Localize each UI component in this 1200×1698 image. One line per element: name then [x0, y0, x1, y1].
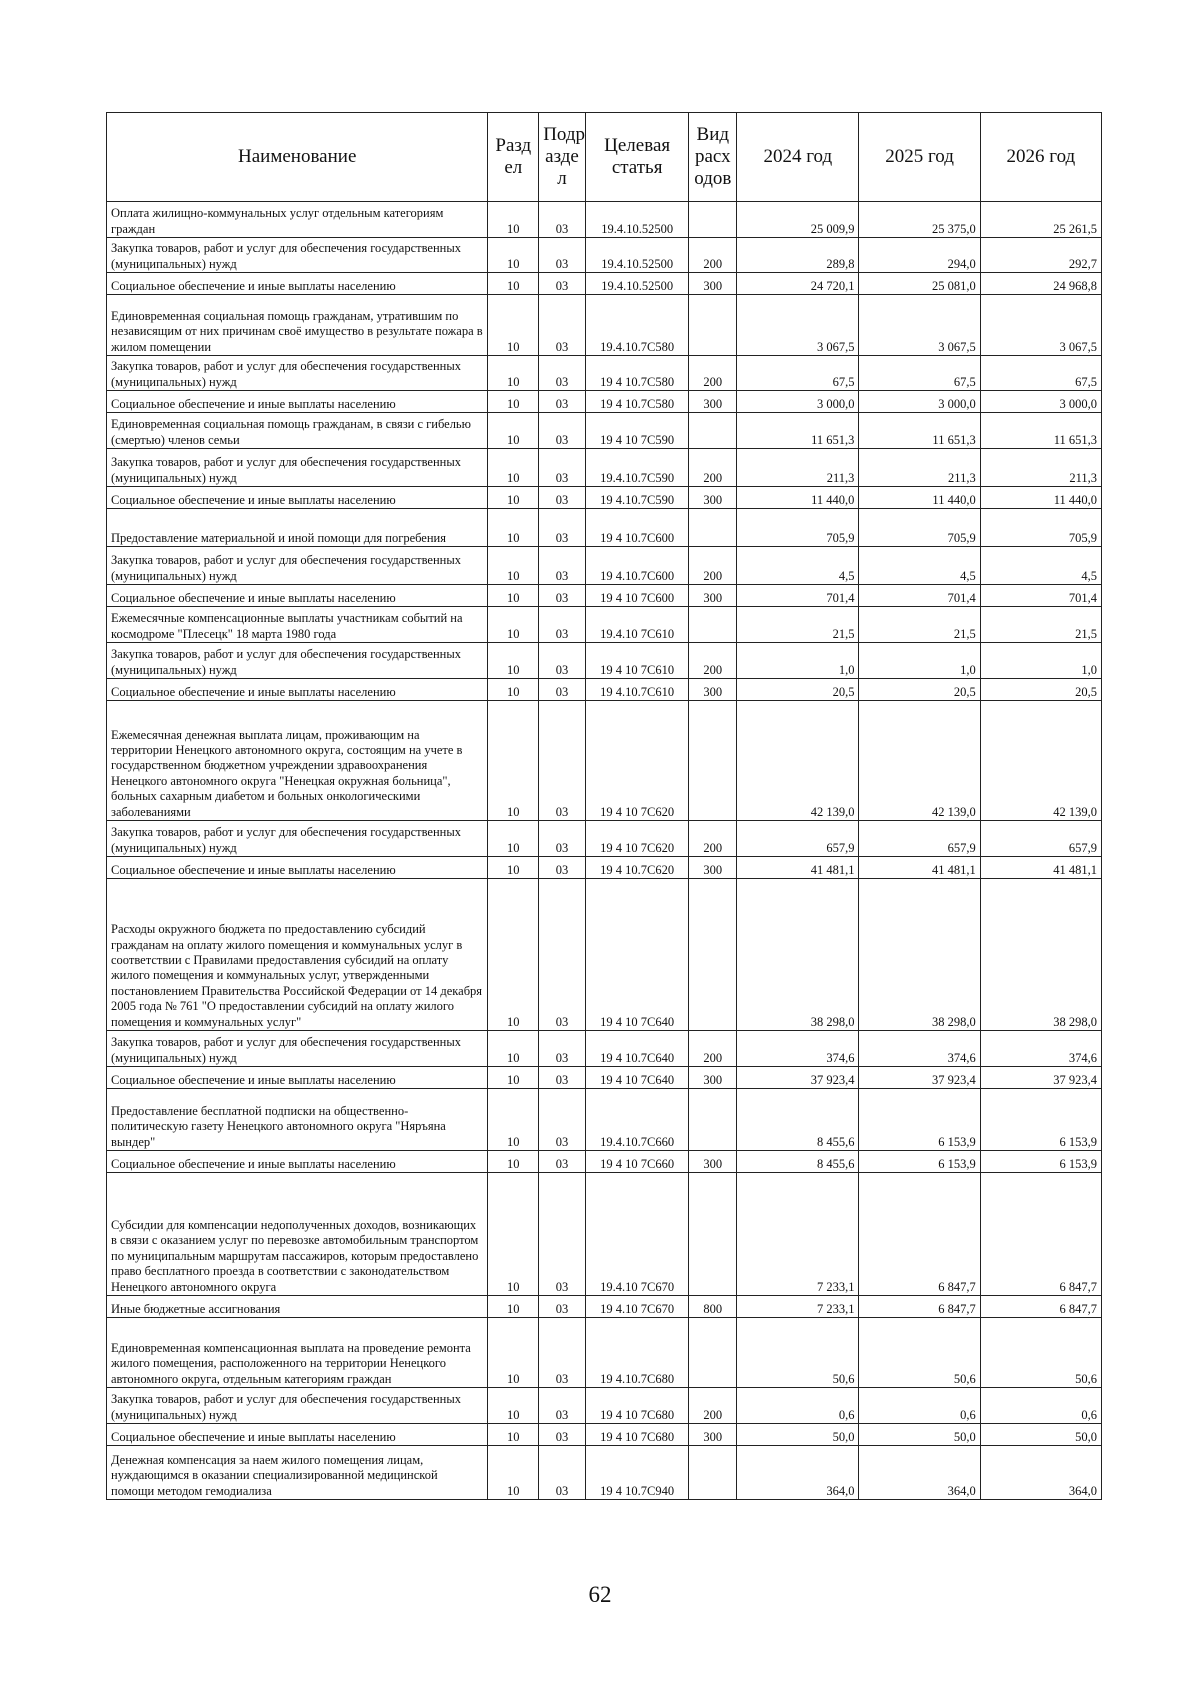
table-cell-vid — [689, 295, 737, 356]
table-row — [107, 1296, 1102, 1318]
table-cell-razdel: 10 — [488, 295, 539, 356]
table-cell-2024: 705,9 — [737, 509, 859, 547]
table-cell-2026: 50,0 — [980, 1424, 1101, 1446]
table-cell-razdel: 10 — [488, 879, 539, 1031]
table-cell-2024: 11 651,3 — [737, 413, 859, 449]
table-cell-name: Социальное обеспечение и иные выплаты населению — [107, 679, 488, 701]
table-cell-2024: 7 233,1 — [737, 1173, 859, 1296]
table-cell-podrazdel: 03 — [539, 202, 586, 238]
table-cell-2024: 41 481,1 — [737, 857, 859, 879]
table-cell-2025: 6 153,9 — [859, 1089, 980, 1151]
table-cell-vid: 300 — [689, 273, 737, 295]
header-target: Целевая статья — [585, 113, 689, 202]
table-cell-podrazdel: 03 — [539, 1318, 586, 1388]
table-cell-name: Закупка товаров, работ и услуг для обеспечения государственных (муниципальных) нужд — [107, 1388, 488, 1424]
table-cell-vid — [689, 1089, 737, 1151]
table-cell-razdel: 10 — [488, 1173, 539, 1296]
table-cell-target: 19.4.10 7С610 — [585, 607, 689, 643]
table-cell-2026: 6 153,9 — [980, 1089, 1101, 1151]
table-row — [107, 449, 1102, 487]
table-cell-target: 19.4.10.52500 — [585, 238, 689, 273]
table-cell-2024: 364,0 — [737, 1446, 859, 1500]
table-cell-vid: 300 — [689, 1424, 737, 1446]
table-cell-target: 19 4 10.7С940 — [585, 1446, 689, 1500]
table-cell-razdel: 10 — [488, 585, 539, 607]
table-cell-name: Социальное обеспечение и иные выплаты населению — [107, 391, 488, 413]
table-cell-podrazdel: 03 — [539, 1296, 586, 1318]
table-cell-2024: 4,5 — [737, 547, 859, 585]
table-cell-podrazdel: 03 — [539, 273, 586, 295]
table-cell-2024: 38 298,0 — [737, 879, 859, 1031]
table-cell-podrazdel: 03 — [539, 1424, 586, 1446]
table-cell-name: Единовременная компенсационная выплата на проведение ремонта жилого помещения, расположенного на территории Ненецкого автономного округа, отдельным категориям граждан — [107, 1318, 488, 1388]
table-cell-2025: 6 847,7 — [859, 1296, 980, 1318]
table-cell-razdel: 10 — [488, 1031, 539, 1067]
table-cell-2026: 24 968,8 — [980, 273, 1101, 295]
header-2024: 2024 год — [737, 113, 859, 202]
table-row — [107, 607, 1102, 643]
table-cell-razdel: 10 — [488, 643, 539, 679]
table-cell-podrazdel: 03 — [539, 679, 586, 701]
table-row — [107, 547, 1102, 585]
table-row — [107, 857, 1102, 879]
table-cell-2025: 364,0 — [859, 1446, 980, 1500]
table-cell-vid: 200 — [689, 356, 737, 391]
table-cell-2024: 374,6 — [737, 1031, 859, 1067]
table-cell-2026: 0,6 — [980, 1388, 1101, 1424]
table-cell-2025: 50,6 — [859, 1318, 980, 1388]
table-cell-razdel: 10 — [488, 487, 539, 509]
table-cell-target: 19.4.10.7С580 — [585, 295, 689, 356]
table-cell-vid: 200 — [689, 1031, 737, 1067]
table-row — [107, 1067, 1102, 1089]
page-number: 62 — [588, 1582, 612, 1607]
table-cell-2025: 374,6 — [859, 1031, 980, 1067]
table-cell-2024: 289,8 — [737, 238, 859, 273]
table-cell-name: Социальное обеспечение и иные выплаты населению — [107, 857, 488, 879]
table-cell-razdel: 10 — [488, 1388, 539, 1424]
table-cell-target: 19 4.10.7С600 — [585, 547, 689, 585]
table-cell-2025: 41 481,1 — [859, 857, 980, 879]
table-cell-vid: 200 — [689, 238, 737, 273]
table-cell-target: 19 4 10.7С640 — [585, 1031, 689, 1067]
table-cell-2026: 374,6 — [980, 1031, 1101, 1067]
table-cell-podrazdel: 03 — [539, 821, 586, 857]
table-cell-target: 19 4 10 7С620 — [585, 821, 689, 857]
table-cell-razdel: 10 — [488, 701, 539, 821]
table-cell-2026: 25 261,5 — [980, 202, 1101, 238]
table-cell-vid — [689, 879, 737, 1031]
table-cell-razdel: 10 — [488, 356, 539, 391]
table-cell-razdel: 10 — [488, 1296, 539, 1318]
table-cell-2026: 50,6 — [980, 1318, 1101, 1388]
table-cell-podrazdel: 03 — [539, 487, 586, 509]
table-cell-2025: 3 067,5 — [859, 295, 980, 356]
table-cell-vid: 300 — [689, 585, 737, 607]
table-cell-2024: 1,0 — [737, 643, 859, 679]
table-cell-target: 19 4 10.7С580 — [585, 391, 689, 413]
table-cell-name: Социальное обеспечение и иные выплаты населению — [107, 585, 488, 607]
table-cell-podrazdel: 03 — [539, 1151, 586, 1173]
table-cell-2026: 11 440,0 — [980, 487, 1101, 509]
table-row — [107, 413, 1102, 449]
table-row — [107, 1388, 1102, 1424]
table-cell-2024: 50,0 — [737, 1424, 859, 1446]
table-cell-vid: 300 — [689, 1067, 737, 1089]
table-cell-target: 19.4.10 7С670 — [585, 1173, 689, 1296]
table-row — [107, 356, 1102, 391]
table-cell-target: 19 4 10 7С590 — [585, 413, 689, 449]
table-cell-2026: 6 847,7 — [980, 1173, 1101, 1296]
table-row — [107, 238, 1102, 273]
table-cell-razdel: 10 — [488, 1067, 539, 1089]
table-row — [107, 679, 1102, 701]
table-cell-name: Закупка товаров, работ и услуг для обеспечения государственных (муниципальных) нужд — [107, 449, 488, 487]
table-cell-2025: 67,5 — [859, 356, 980, 391]
table-cell-2024: 0,6 — [737, 1388, 859, 1424]
table-cell-name: Ежемесячная денежная выплата лицам, проживающим на территории Ненецкого автономного округа, состоящим на учете в государственном бюджетном учреждении здравоохранения Ненецкого автономного округа "Ненецкая окружная больница", больных сахарным диабетом и больных онкологическими заболеваниями — [107, 701, 488, 821]
table-cell-2024: 37 923,4 — [737, 1067, 859, 1089]
table-cell-2025: 20,5 — [859, 679, 980, 701]
header-podrazdel: Подр азде л — [539, 113, 586, 202]
table-cell-target: 19 4 10 7С610 — [585, 643, 689, 679]
table-cell-2025: 37 923,4 — [859, 1067, 980, 1089]
table-cell-razdel: 10 — [488, 1318, 539, 1388]
table-cell-2024: 8 455,6 — [737, 1151, 859, 1173]
table-cell-podrazdel: 03 — [539, 547, 586, 585]
table-cell-vid: 200 — [689, 821, 737, 857]
table-cell-vid: 300 — [689, 679, 737, 701]
table-cell-2026: 6 847,7 — [980, 1296, 1101, 1318]
table-cell-podrazdel: 03 — [539, 1388, 586, 1424]
table-cell-2026: 20,5 — [980, 679, 1101, 701]
table-cell-target: 19.4.10.7С590 — [585, 449, 689, 487]
table-cell-2026: 3 000,0 — [980, 391, 1101, 413]
table-row — [107, 585, 1102, 607]
table-cell-2025: 25 375,0 — [859, 202, 980, 238]
table-cell-2026: 1,0 — [980, 643, 1101, 679]
table-cell-vid: 300 — [689, 487, 737, 509]
table-cell-2024: 657,9 — [737, 821, 859, 857]
table-cell-2024: 25 009,9 — [737, 202, 859, 238]
table-cell-2025: 657,9 — [859, 821, 980, 857]
table-cell-2024: 20,5 — [737, 679, 859, 701]
table-cell-2025: 6 153,9 — [859, 1151, 980, 1173]
table-cell-target: 19 4 10 7С660 — [585, 1151, 689, 1173]
table-row — [107, 643, 1102, 679]
table-row — [107, 879, 1102, 1031]
table-cell-razdel: 10 — [488, 1446, 539, 1500]
table-cell-vid — [689, 607, 737, 643]
table-cell-2024: 67,5 — [737, 356, 859, 391]
table-cell-2024: 21,5 — [737, 607, 859, 643]
table-cell-2025: 705,9 — [859, 509, 980, 547]
header-name: Наименование — [107, 113, 488, 202]
table-cell-name: Расходы окружного бюджета по предоставлению субсидий гражданам на оплату жилого помещения и коммунальных услуг в соответствии с Правилами предоставления субсидий на оплату жилого помещения и коммунальных услуг, утвержденными постановлением Правительства Российской Федерации от 14 декабря 2005 года № 761 "О предоставлении субсидий на оплату жилого помещения и коммунальных услуг" — [107, 879, 488, 1031]
table-cell-podrazdel: 03 — [539, 1031, 586, 1067]
table-cell-2024: 42 139,0 — [737, 701, 859, 821]
table-cell-podrazdel: 03 — [539, 295, 586, 356]
table-cell-name: Единовременная социальная помощь гражданам, утратившим по независящим от них причинам своё имущество в результате пожара в жилом помещении — [107, 295, 488, 356]
table-cell-target: 19 4 10.7С580 — [585, 356, 689, 391]
table-cell-2024: 701,4 — [737, 585, 859, 607]
table-row — [107, 295, 1102, 356]
table-cell-razdel: 10 — [488, 273, 539, 295]
table-cell-2026: 11 651,3 — [980, 413, 1101, 449]
table-row — [107, 273, 1102, 295]
table-cell-razdel: 10 — [488, 202, 539, 238]
table-cell-podrazdel: 03 — [539, 449, 586, 487]
header-2026: 2026 год — [980, 113, 1101, 202]
table-cell-podrazdel: 03 — [539, 1089, 586, 1151]
table-row — [107, 1318, 1102, 1388]
header-2025: 2025 год — [859, 113, 980, 202]
table-cell-target: 19 4 10 7С640 — [585, 879, 689, 1031]
table-cell-vid — [689, 509, 737, 547]
table-cell-razdel: 10 — [488, 413, 539, 449]
table-cell-target: 19 4 10 7С620 — [585, 701, 689, 821]
table-cell-name: Социальное обеспечение и иные выплаты населению — [107, 1067, 488, 1089]
table-cell-razdel: 10 — [488, 449, 539, 487]
table-cell-2025: 50,0 — [859, 1424, 980, 1446]
table-cell-razdel: 10 — [488, 238, 539, 273]
table-cell-2024: 24 720,1 — [737, 273, 859, 295]
table-cell-name: Субсидии для компенсации недополученных доходов, возникающих в связи с оказанием услуг по перевозке автомобильным транспортом по муниципальным маршрутам пассажиров, которым предоставлено право бесплатного проезда в соответствии с законодательством Ненецкого автономного округа — [107, 1173, 488, 1296]
table-cell-2025: 211,3 — [859, 449, 980, 487]
table-cell-name: Закупка товаров, работ и услуг для обеспечения государственных (муниципальных) нужд — [107, 1031, 488, 1067]
table-cell-podrazdel: 03 — [539, 857, 586, 879]
table-cell-2026: 6 153,9 — [980, 1151, 1101, 1173]
budget-table — [106, 112, 1102, 1500]
table-cell-podrazdel: 03 — [539, 879, 586, 1031]
table-cell-name: Оплата жилищно-коммунальных услуг отдельным категориям граждан — [107, 202, 488, 238]
table-cell-2024: 3 000,0 — [737, 391, 859, 413]
table-cell-2026: 211,3 — [980, 449, 1101, 487]
table-cell-2026: 38 298,0 — [980, 879, 1101, 1031]
table-cell-name: Денежная компенсация за наем жилого помещения лицам, нуждающимся в оказании специализированной медицинской помощи методом гемодиализа — [107, 1446, 488, 1500]
table-cell-razdel: 10 — [488, 607, 539, 643]
table-cell-2026: 364,0 — [980, 1446, 1101, 1500]
table-cell-target: 19 4.10.7С590 — [585, 487, 689, 509]
table-cell-target: 19 4.10.7С680 — [585, 1318, 689, 1388]
table-cell-name: Социальное обеспечение и иные выплаты населению — [107, 1424, 488, 1446]
table-cell-2025: 11 440,0 — [859, 487, 980, 509]
table-cell-2026: 37 923,4 — [980, 1067, 1101, 1089]
table-row — [107, 391, 1102, 413]
table-cell-podrazdel: 03 — [539, 356, 586, 391]
table-cell-razdel: 10 — [488, 1424, 539, 1446]
table-cell-2026: 705,9 — [980, 509, 1101, 547]
table-cell-2025: 38 298,0 — [859, 879, 980, 1031]
table-cell-name: Предоставление материальной и иной помощи для погребения — [107, 509, 488, 547]
table-cell-name: Иные бюджетные ассигнования — [107, 1296, 488, 1318]
table-cell-2025: 42 139,0 — [859, 701, 980, 821]
table-cell-vid — [689, 1173, 737, 1296]
table-cell-podrazdel: 03 — [539, 701, 586, 821]
table-cell-name: Закупка товаров, работ и услуг для обеспечения государственных (муниципальных) нужд — [107, 238, 488, 273]
table-cell-vid: 300 — [689, 857, 737, 879]
table-cell-2025: 25 081,0 — [859, 273, 980, 295]
table-cell-name: Закупка товаров, работ и услуг для обеспечения государственных (муниципальных) нужд — [107, 547, 488, 585]
table-cell-name: Закупка товаров, работ и услуг для обеспечения государственных (муниципальных) нужд — [107, 356, 488, 391]
table-cell-target: 19 4 10.7С620 — [585, 857, 689, 879]
table-cell-2025: 701,4 — [859, 585, 980, 607]
table-cell-target: 19.4.10.52500 — [585, 273, 689, 295]
table-row — [107, 1151, 1102, 1173]
table-cell-target: 19 4.10 7С670 — [585, 1296, 689, 1318]
table-cell-vid: 300 — [689, 1151, 737, 1173]
table-cell-podrazdel: 03 — [539, 391, 586, 413]
table-cell-2025: 6 847,7 — [859, 1173, 980, 1296]
table-cell-podrazdel: 03 — [539, 585, 586, 607]
table-cell-2025: 294,0 — [859, 238, 980, 273]
table-cell-2024: 211,3 — [737, 449, 859, 487]
table-cell-vid — [689, 413, 737, 449]
table-cell-podrazdel: 03 — [539, 238, 586, 273]
table-row — [107, 1031, 1102, 1067]
table-row — [107, 487, 1102, 509]
table-cell-vid: 200 — [689, 449, 737, 487]
table-cell-razdel: 10 — [488, 509, 539, 547]
table-cell-2024: 11 440,0 — [737, 487, 859, 509]
table-cell-podrazdel: 03 — [539, 1446, 586, 1500]
table-cell-razdel: 10 — [488, 679, 539, 701]
table-cell-razdel: 10 — [488, 857, 539, 879]
table-cell-name: Единовременная социальная помощь гражданам, в связи с гибелью (смертью) членов семьи — [107, 413, 488, 449]
table-cell-vid: 300 — [689, 391, 737, 413]
table-cell-target: 19 4 10 7С600 — [585, 585, 689, 607]
table-cell-2025: 3 000,0 — [859, 391, 980, 413]
table-cell-podrazdel: 03 — [539, 643, 586, 679]
table-cell-2024: 50,6 — [737, 1318, 859, 1388]
table-cell-target: 19 4 10 7С680 — [585, 1388, 689, 1424]
table-cell-vid: 800 — [689, 1296, 737, 1318]
table-cell-razdel: 10 — [488, 1151, 539, 1173]
header-vid: Вид расх одов — [689, 113, 737, 202]
table-cell-vid: 200 — [689, 1388, 737, 1424]
table-cell-target: 19.4.10.7С660 — [585, 1089, 689, 1151]
table-cell-vid: 200 — [689, 547, 737, 585]
table-cell-2026: 42 139,0 — [980, 701, 1101, 821]
table-cell-2024: 3 067,5 — [737, 295, 859, 356]
table-cell-name: Закупка товаров, работ и услуг для обеспечения государственных (муниципальных) нужд — [107, 643, 488, 679]
table-row — [107, 202, 1102, 238]
table-row — [107, 701, 1102, 821]
table-cell-target: 19 4.10.7С610 — [585, 679, 689, 701]
table-cell-2025: 4,5 — [859, 547, 980, 585]
table-cell-2026: 657,9 — [980, 821, 1101, 857]
table-cell-vid — [689, 1446, 737, 1500]
header-razdel: Разд ел — [488, 113, 539, 202]
table-cell-name: Ежемесячные компенсационные выплаты участникам событий на космодроме "Плесецк" 18 марта 1980 года — [107, 607, 488, 643]
table-cell-2026: 67,5 — [980, 356, 1101, 391]
table-cell-2026: 41 481,1 — [980, 857, 1101, 879]
table-cell-podrazdel: 03 — [539, 509, 586, 547]
table-cell-vid: 200 — [689, 643, 737, 679]
table-cell-2025: 0,6 — [859, 1388, 980, 1424]
table-cell-razdel: 10 — [488, 391, 539, 413]
table-cell-razdel: 10 — [488, 821, 539, 857]
table-row — [107, 821, 1102, 857]
table-cell-vid — [689, 1318, 737, 1388]
table-cell-podrazdel: 03 — [539, 413, 586, 449]
table-cell-2025: 21,5 — [859, 607, 980, 643]
table-cell-2026: 3 067,5 — [980, 295, 1101, 356]
table-row — [107, 1446, 1102, 1500]
table-cell-vid — [689, 701, 737, 821]
table-cell-name: Предоставление бесплатной подписки на общественно-политическую газету Ненецкого автономного округа "Няръяна вындер" — [107, 1089, 488, 1151]
table-cell-2025: 11 651,3 — [859, 413, 980, 449]
table-cell-podrazdel: 03 — [539, 1173, 586, 1296]
table-cell-2026: 701,4 — [980, 585, 1101, 607]
table-cell-name: Социальное обеспечение и иные выплаты населению — [107, 487, 488, 509]
table-cell-vid — [689, 202, 737, 238]
table-row — [107, 1089, 1102, 1151]
table-cell-target: 19 4 10 7С640 — [585, 1067, 689, 1089]
table-cell-2024: 7 233,1 — [737, 1296, 859, 1318]
table-cell-2024: 8 455,6 — [737, 1089, 859, 1151]
table-cell-razdel: 10 — [488, 547, 539, 585]
table-cell-podrazdel: 03 — [539, 1067, 586, 1089]
table-row — [107, 1173, 1102, 1296]
table-cell-2025: 1,0 — [859, 643, 980, 679]
table-cell-name: Закупка товаров, работ и услуг для обеспечения государственных (муниципальных) нужд — [107, 821, 488, 857]
table-cell-2026: 21,5 — [980, 607, 1101, 643]
table-cell-target: 19 4 10.7С600 — [585, 509, 689, 547]
table-cell-target: 19 4 10 7С680 — [585, 1424, 689, 1446]
table-row — [107, 1424, 1102, 1446]
table-cell-2026: 4,5 — [980, 547, 1101, 585]
table-cell-target: 19.4.10.52500 — [585, 202, 689, 238]
table-cell-2026: 292,7 — [980, 238, 1101, 273]
table-body — [107, 202, 1102, 1500]
table-row — [107, 509, 1102, 547]
table-cell-razdel: 10 — [488, 1089, 539, 1151]
table-cell-name: Социальное обеспечение и иные выплаты населению — [107, 1151, 488, 1173]
table-cell-podrazdel: 03 — [539, 607, 586, 643]
table-cell-name: Социальное обеспечение и иные выплаты населению — [107, 273, 488, 295]
header-row — [107, 113, 1102, 202]
